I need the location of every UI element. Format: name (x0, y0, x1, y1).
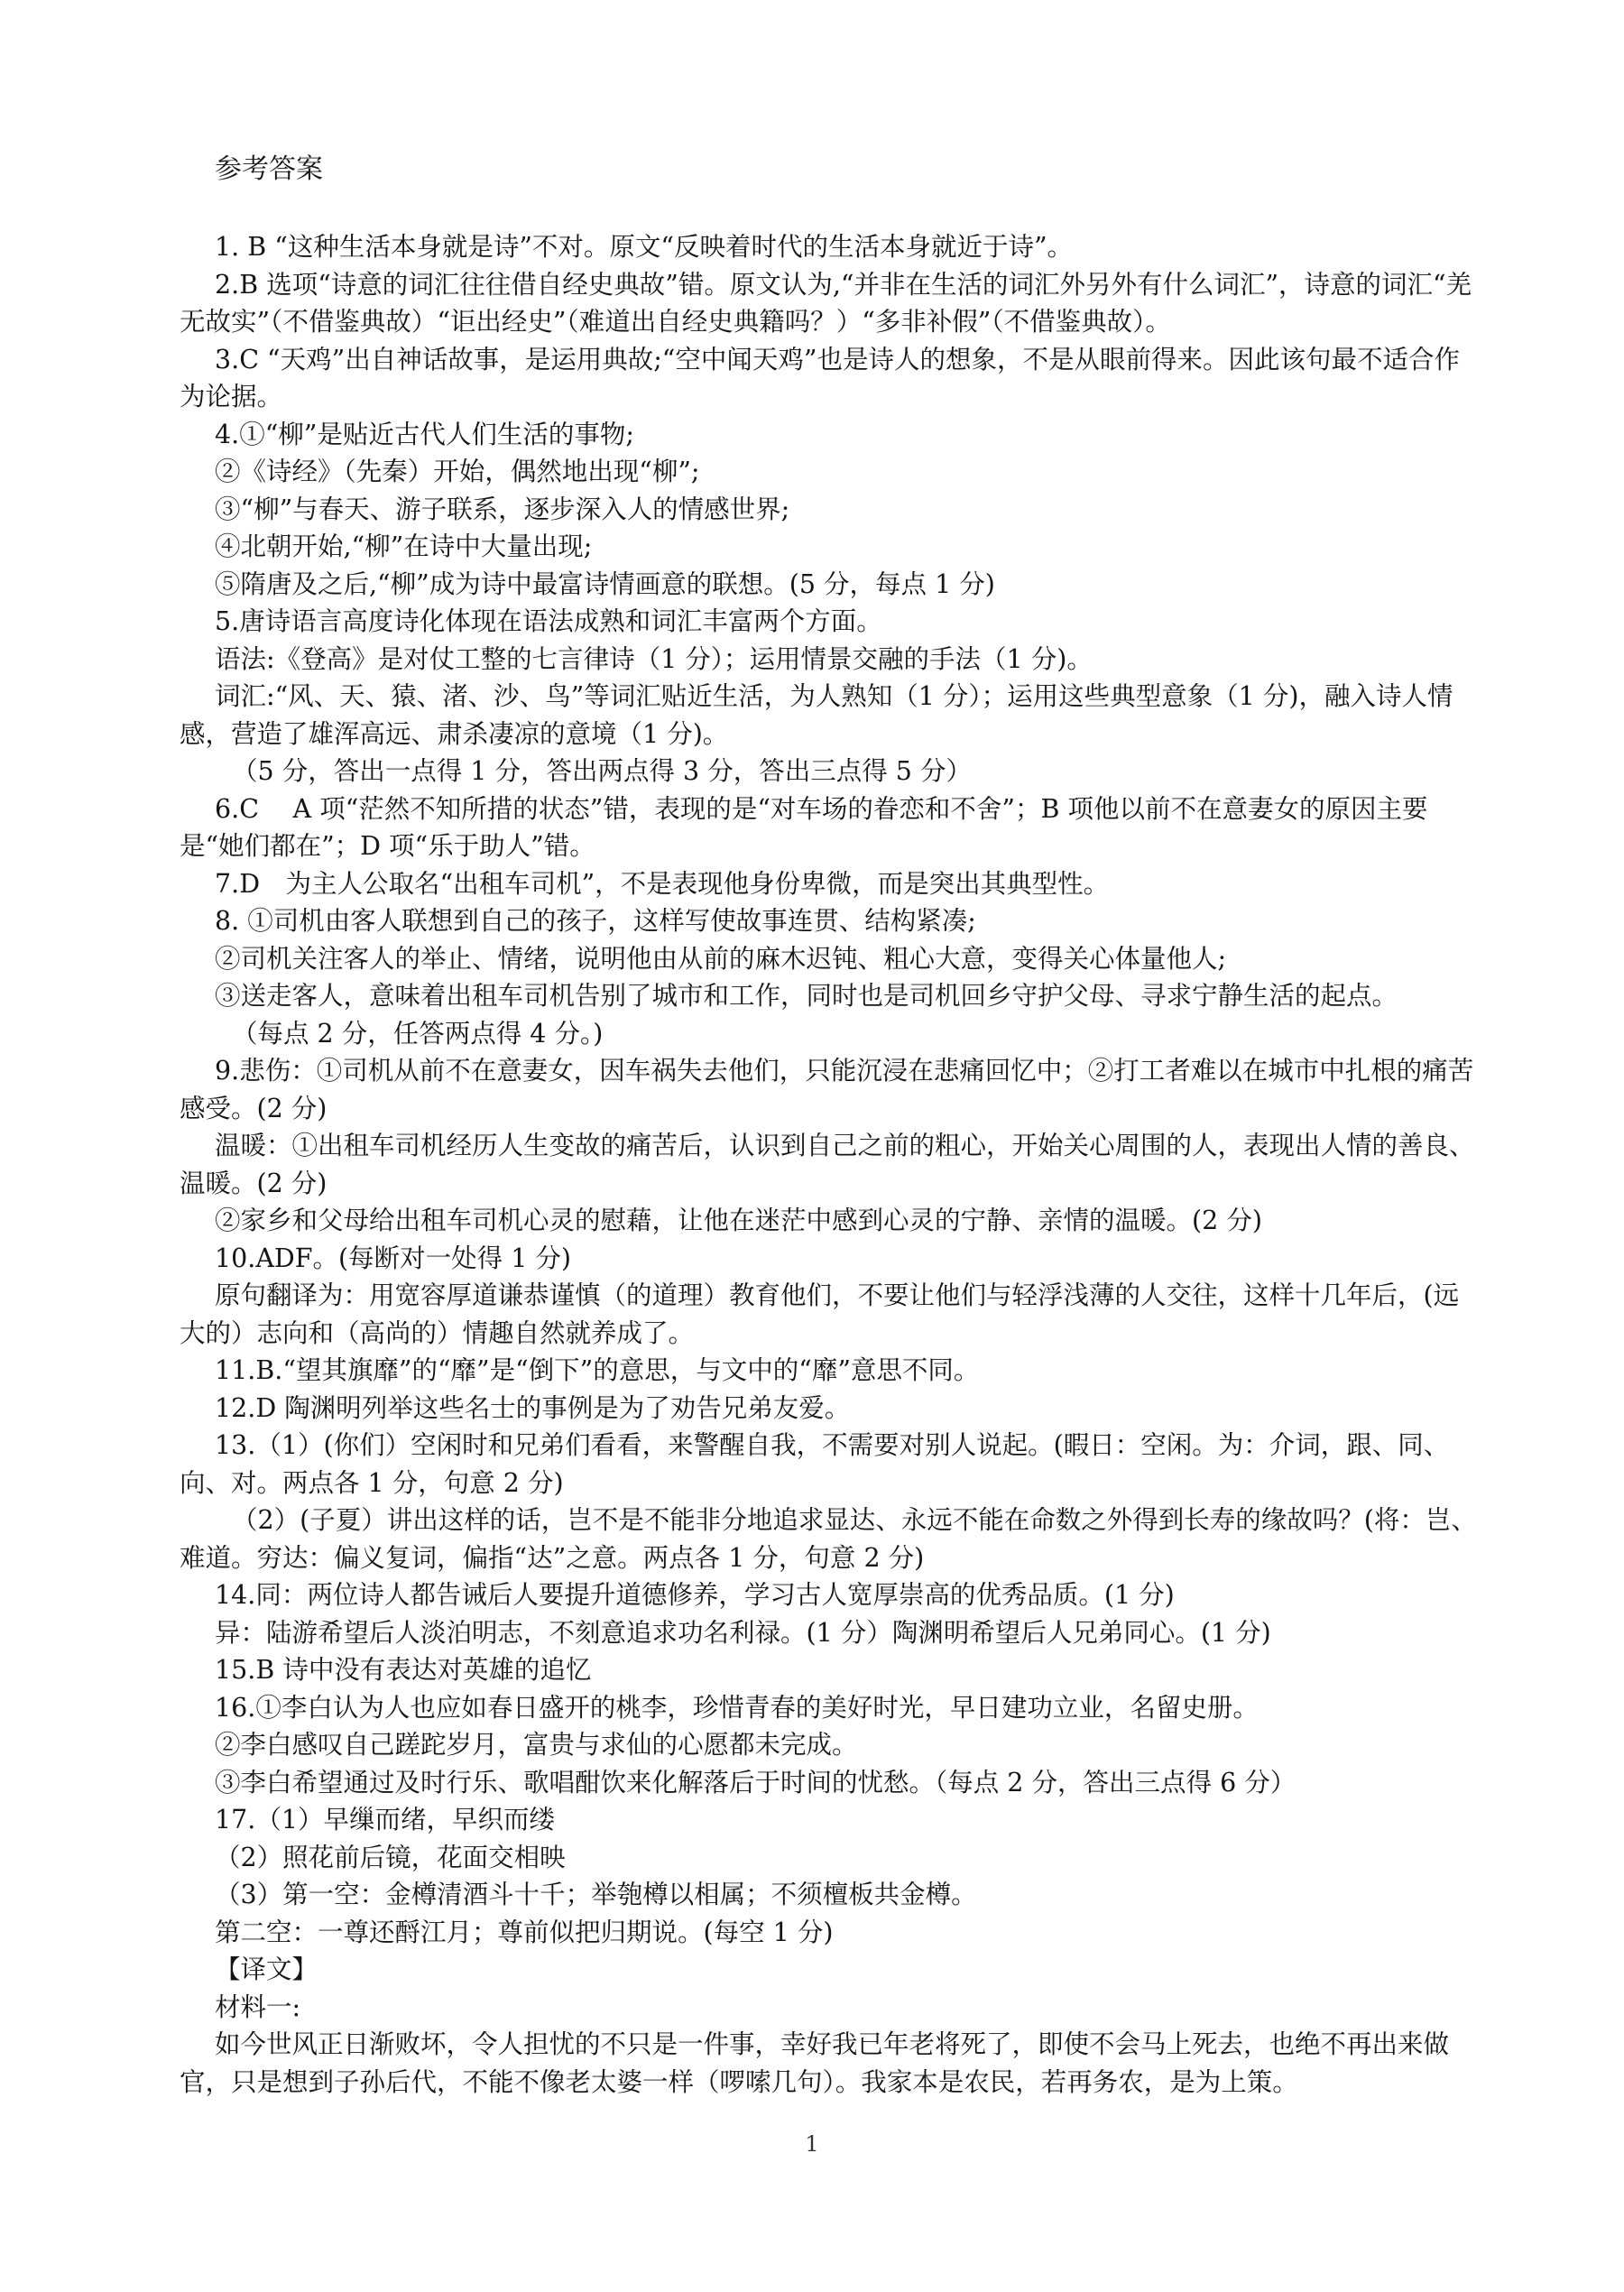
paragraph: 5.唐诗语言高度诗化体现在语法成熟和词汇丰富两个方面。 (215, 606, 882, 636)
paragraph: 14.同：两位诗人都告诫后人要提升道德修养，学习古人宽厚崇高的优秀品质。(1 分) (215, 1580, 1175, 1610)
paragraph: （5 分，答出一点得 1 分，答出两点得 3 分，答出三点得 5 分） (232, 756, 972, 786)
paragraph: （2）照花前后镜，花面交相映 (215, 1842, 566, 1872)
paragraph: ②家乡和父母给出租车司机心灵的慰藉，让他在迷茫中感到心灵的宁静、亲情的温暖。(2 分) (215, 1206, 1262, 1235)
paragraph: ②《诗经》（先秦）开始，偶然地出现“柳”; (215, 457, 700, 486)
paragraph: 1. B “这种生活本身就是诗”不对。原文“反映着时代的生活本身就近于诗”。 (215, 232, 1074, 262)
document-title: 参考答案 (215, 153, 323, 185)
paragraph: 原句翻译为：用宽容厚道谦恭谨慎（的道理）教育他们，不要让他们与轻浮浅薄的人交往，这样十几年后，(远大的）志向和（高尚的）情趣自然就养成了。 (180, 1280, 1460, 1348)
paragraph: 16.①李白认为人也应如春日盛开的桃李，珍惜青春的美好时光，早日建功立业，名留史册。 (215, 1692, 1259, 1723)
section-heading: 【译文】 (215, 1955, 318, 1984)
paragraph: 11.B.“望其旗靡”的“靡”是“倒下”的意思，与文中的“靡”意思不同。 (215, 1355, 980, 1385)
paragraph: 第二空：一尊还酹江月；尊前似把归期说。(每空 1 分) (215, 1917, 834, 1947)
paragraph: 7.D 为主人公取名“出租车司机”，不是表现他身份卑微，而是突出其典型性。 (215, 868, 1110, 899)
paragraph: 8. ①司机由客人联想到自己的孩子，这样写使故事连贯、结构紧凑; (215, 906, 976, 936)
paragraph: 材料一: (215, 1992, 301, 2022)
paragraph: 9.悲伤：①司机从前不在意妻女，因车祸失去他们，只能沉浸在悲痛回忆中；②打工者难以在城市中扎根的痛苦感受。(2 分) (180, 1056, 1474, 1123)
paragraph: 12.D 陶渊明列举这些名士的事例是为了劝告兄弟友爱。 (215, 1392, 851, 1423)
paragraph: ③送走客人，意味着出租车司机告别了城市和工作，同时也是司机回乡守护父母、寻求宁静生活的起点。 (215, 981, 1398, 1011)
paragraph: 4.①“柳”是贴近古代人们生活的事物; (215, 419, 634, 449)
paragraph: 6.C A 项“茫然不知所措的状态”错，表现的是“对车场的眷恋和不舍”；B 项他以前不在意妻女的原因主要是“她们都在”；D 项“乐于助人”错。 (180, 793, 1428, 861)
paragraph: ④北朝开始,“柳”在诗中大量出现; (215, 531, 593, 561)
paragraph: 15.B 诗中没有表达对英雄的追忆 (215, 1655, 592, 1685)
paragraph: 2.B 选项“诗意的词汇往往借自经史典故”错。原文认为,“并非在生活的词汇外另外有什么词汇”，诗意的词汇“羌无故实”（不借鉴典故）“讵出经史”（难道出自经史典籍吗？）“多非补假”（不借鉴典故）。 (180, 269, 1472, 337)
paragraph: ③“柳”与春天、游子联系，逐步深入人的情感世界; (215, 494, 790, 524)
paragraph: ②司机关注客人的举止、情绪，说明他由从前的麻木迟钝、粗心大意，变得关心体量他人; (215, 943, 1227, 974)
page-number: 1 (805, 2131, 819, 2157)
paragraph: 10.ADF。(每断对一处得 1 分) (215, 1243, 572, 1273)
paragraph: ⑤隋唐及之后,“柳”成为诗中最富诗情画意的联想。(5 分，每点 1 分) (215, 568, 995, 599)
paragraph: （2）(子夏）讲出这样的话，岂不是不能非分地追求显达、永远不能在命数之外得到长寿的缘故吗？(将：岂、难道。穷达：偏义复词，偏指“达”之意。两点各 1 分，句意 2 分) (180, 1505, 1477, 1573)
paragraph: 17.（1）早缫而绪，早织而缕 (215, 1805, 555, 1835)
paragraph: 词汇:“风、天、猿、渚、沙、鸟”等词汇贴近生活，为人熟知（1 分）；运用这些典型意象（1 分)，融入诗人情感，营造了雄浑高远、肃杀凄凉的意境（1 分)。 (180, 681, 1453, 749)
paragraph: ②李白感叹自己蹉跎岁月，富贵与求仙的心愿都未完成。 (215, 1730, 858, 1760)
paragraph: ③李白希望通过及时行乐、歌唱酣饮来化解落后于时间的忧愁。（每点 2 分，答出三点得 6 分） (215, 1767, 1296, 1798)
paragraph: （每点 2 分，任答两点得 4 分。) (232, 1018, 604, 1049)
answer-body (180, 228, 1479, 2101)
paragraph: 异：陆游希望后人淡泊明志，不刻意追求功名利禄。(1 分）陶渊明希望后人兄弟同心。(1 分) (215, 1617, 1271, 1648)
paragraph: 13.（1）(你们）空闲时和兄弟们看看，来警醒自我，不需要对别人说起。(暇日：空闲。为：介词，跟、同、向、对。两点各 1 分，句意 2 分) (180, 1430, 1450, 1498)
paragraph: 温暖：①出租车司机经历人生变故的痛苦后，认识到自己之前的粗心，开始关心周围的人，表现出人情的善良、温暖。(2 分) (180, 1131, 1475, 1198)
paragraph: 3.C “天鸡”出自神话故事，是运用典故;“空中闻天鸡”也是诗人的想象，不是从眼前得来。因此该句最不适合作为论据。 (180, 344, 1460, 411)
paragraph: 如今世风正日渐败坏，令人担忧的不只是一件事，幸好我已年老将死了，即使不会马上死去，也绝不再出来做官，只是想到子孙后代，不能不像老太婆一样（啰嗦几句）。我家本是农民，若再务农，是为上策。 (180, 2029, 1450, 2097)
paragraph: 语法:《登高》是对仗工整的七言律诗（1 分）；运用情景交融的手法（1 分)。 (215, 643, 1093, 674)
paragraph: （3）第一空：金樽清酒斗十千；举匏樽以相属；不须檀板共金樽。 (215, 1880, 977, 1909)
